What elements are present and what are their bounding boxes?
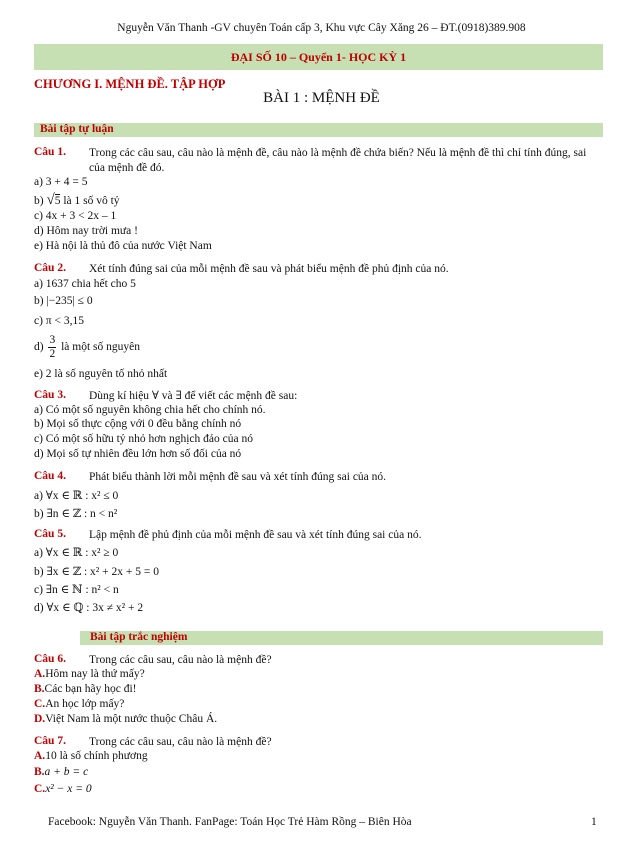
q2-label: Câu 2. bbox=[34, 262, 66, 274]
q6-option-b: B.Các bạn hãy học đi! bbox=[34, 683, 137, 695]
q1-c: c) 4x + 3 < 2x – 1 bbox=[34, 210, 117, 222]
q1-a: a) 3 + 4 = 5 bbox=[34, 176, 88, 188]
lesson-heading: BÀI 1 : MỆNH ĐỀ bbox=[263, 90, 380, 106]
q5-d: d) ∀x ∈ ℚ : 3x ≠ x² + 2 bbox=[34, 602, 144, 614]
q2-text: Xét tính đúng sai của mỗi mệnh đề sau và phát biểu mệnh đề phủ định của nó. bbox=[89, 263, 449, 275]
page-header: Nguyễn Văn Thanh -GV chuyên Toán cấp 3, Khu vực Cây Xăng 26 – ĐT.(0918)389.908 bbox=[117, 22, 526, 34]
q2-a: a) 1637 chia hết cho 5 bbox=[34, 278, 136, 290]
section-mcq-band bbox=[80, 631, 603, 645]
q5-label: Câu 5. bbox=[34, 528, 66, 540]
q3-b: b) Mọi số thực cộng với 0 đều bằng chính nó bbox=[34, 418, 242, 430]
q4-b: b) ∃n ∈ ℤ : n < n² bbox=[34, 508, 118, 520]
q1-b: b) √5 là 1 số vô tỷ bbox=[34, 192, 120, 208]
q5-b: b) ∃x ∈ ℤ : x² + 2x + 5 = 0 bbox=[34, 566, 159, 578]
q6-text: Trong các câu sau, câu nào là mệnh đề? bbox=[89, 654, 272, 666]
q7-label: Câu 7. bbox=[34, 735, 66, 747]
q6-option-a: A.Hôm nay là thứ mấy? bbox=[34, 668, 145, 680]
q3-a: a) Có một số nguyên không chia hết cho chính nó. bbox=[34, 404, 266, 416]
q5-a: a) ∀x ∈ ℝ : x² ≥ 0 bbox=[34, 547, 119, 559]
q1-text: Trong các câu sau, câu nào là mệnh đề, câu nào là mệnh đề chứa biến? Nếu là mệnh đề thì chỉ tính đúng, sai của mệnh đề đó. bbox=[89, 147, 587, 174]
q7-option-b: B.a + b = c bbox=[34, 766, 89, 778]
page-number: 1 bbox=[591, 816, 597, 828]
page-footer: Facebook: Nguyễn Văn Thanh. FanPage: Toán Học Trẻ Hàm Rồng – Biên Hòa bbox=[48, 816, 412, 828]
q5-text: Lập mệnh đề phủ định của mỗi mệnh đề sau và xét tính đúng sai của nó. bbox=[89, 529, 422, 541]
q3-c: c) Có một số hữu tỷ nhỏ hơn nghịch đảo của nó bbox=[34, 433, 253, 445]
q1-d: d) Hôm nay trời mưa ! bbox=[34, 225, 138, 237]
section-essay-band bbox=[34, 123, 603, 137]
q2-c: c) π < 3,15 bbox=[34, 315, 84, 327]
q2-d: d) $\frac{3}{2}$ là một số nguyên bbox=[34, 334, 140, 360]
q7-option-c: C.x² − x = 0 bbox=[34, 783, 92, 795]
q1-label: Câu 1. bbox=[34, 146, 66, 158]
q4-a: a) ∀x ∈ ℝ : x² ≤ 0 bbox=[34, 490, 119, 502]
q3-text: Dùng kí hiệu ∀ và ∃ để viết các mệnh đề sau: bbox=[89, 390, 298, 402]
q1-e: e) Hà nội là thủ đô của nước Việt Nam bbox=[34, 240, 212, 252]
title-band bbox=[34, 44, 603, 70]
q4-text: Phát biểu thành lời mỗi mệnh đề sau và xét tính đúng sai của nó. bbox=[89, 471, 387, 483]
sqrt-symbol: √ bbox=[46, 192, 55, 208]
q6-option-d: D.Việt Nam là một nước thuộc Châu Á. bbox=[34, 713, 218, 725]
q7-text: Trong các câu sau, câu nào là mệnh đề? bbox=[89, 736, 272, 748]
q3-label: Câu 3. bbox=[34, 389, 66, 401]
q4-label: Câu 4. bbox=[34, 470, 66, 482]
document-title: ĐẠI SỐ 10 – Quyển 1- HỌC KỲ 1 bbox=[230, 50, 407, 64]
chapter-heading: CHƯƠNG I. MỆNH ĐỀ. TẬP HỢP bbox=[34, 77, 226, 91]
q7-option-a: A.10 là số chính phương bbox=[34, 750, 148, 762]
q2-b: b) |−235| ≤ 0 bbox=[34, 295, 93, 307]
q2-e: e) 2 là số nguyên tố nhỏ nhất bbox=[34, 368, 168, 380]
q6-label: Câu 6. bbox=[34, 653, 66, 665]
q3-d: d) Mọi số tự nhiên đều lớn hơn số đối của nó bbox=[34, 448, 242, 460]
q6-option-c: C.An học lớp mấy? bbox=[34, 698, 125, 710]
fraction: $\frac{3}{2}$ bbox=[49, 334, 56, 360]
q5-c: c) ∃n ∈ ℕ : n² < n bbox=[34, 584, 119, 596]
section-essay-title: Bài tập tự luận bbox=[40, 123, 114, 135]
section-mcq-title: Bài tập trắc nghiệm bbox=[90, 631, 188, 643]
